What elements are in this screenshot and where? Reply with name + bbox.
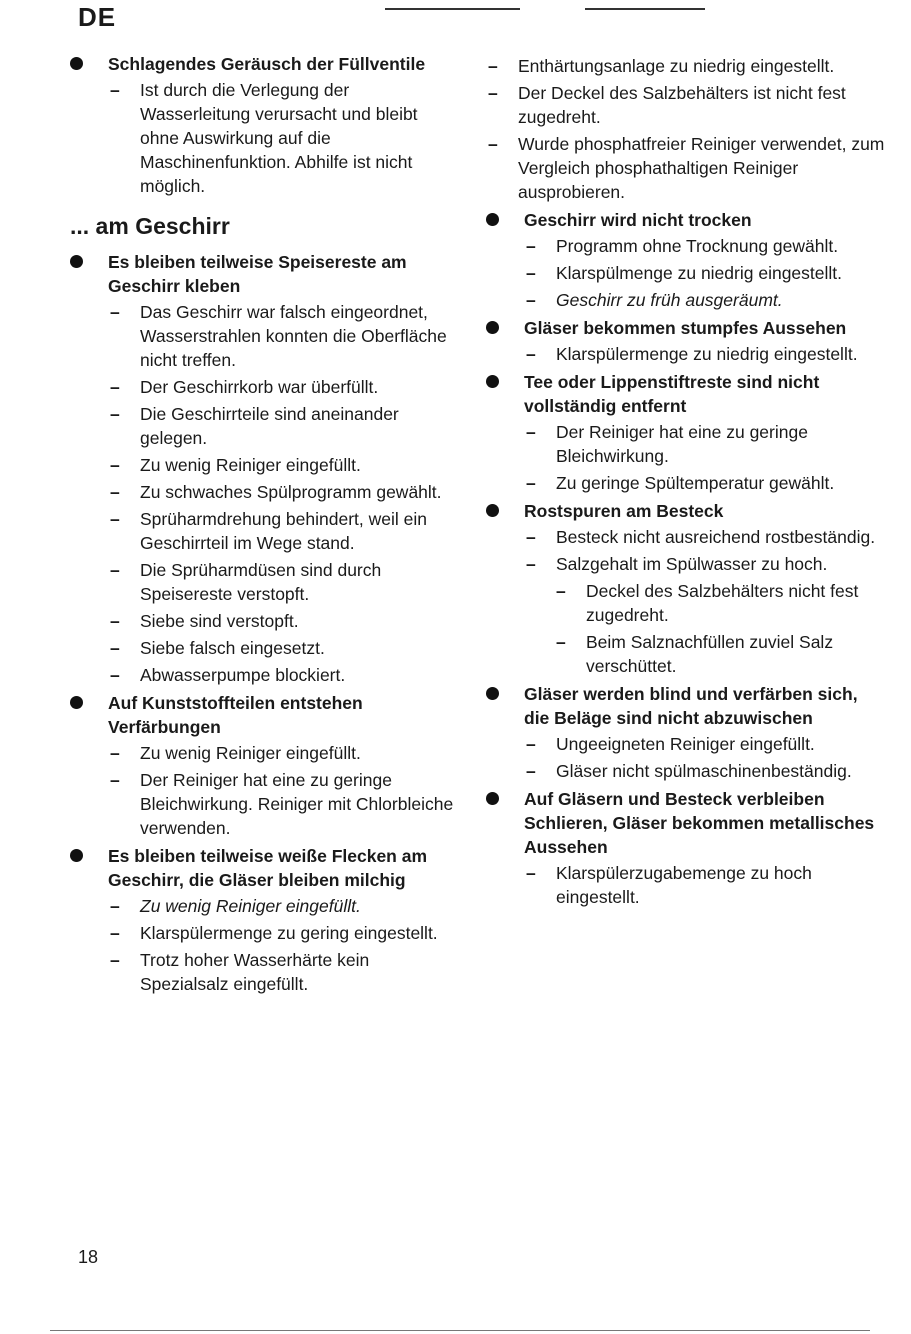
- cause-entry: [524, 552, 886, 576]
- troubleshoot-item: [486, 316, 886, 366]
- bullet-icon: [486, 504, 499, 517]
- dash-marker: –: [110, 923, 120, 943]
- dash-marker: –: [110, 638, 120, 658]
- dash-marker: –: [526, 554, 536, 574]
- language-label: DE: [78, 2, 117, 32]
- cause-text: Klarspülermenge zu gering eingestellt.: [140, 923, 438, 943]
- sub-cause-entry: [554, 579, 886, 627]
- dash-marker: –: [526, 527, 536, 547]
- cause-entry: [108, 741, 460, 765]
- cause-list: [524, 525, 886, 678]
- page-number: 18: [78, 1247, 99, 1267]
- dash-marker: –: [110, 455, 120, 475]
- cause-list: [108, 741, 460, 840]
- cause-text: Zu wenig Reiniger eingefüllt.: [140, 743, 361, 763]
- cause-list: [108, 300, 460, 687]
- dash-marker: –: [526, 734, 536, 754]
- item-heading: Gläser bekommen stumpfes Aussehen: [524, 318, 847, 338]
- dash-marker: –: [110, 377, 120, 397]
- cause-entry: [108, 402, 460, 450]
- cause-entry: [108, 558, 460, 606]
- bullet-icon: [70, 57, 83, 70]
- cause-entry: [108, 636, 460, 660]
- cause-entry: [524, 759, 886, 783]
- cause-text: Abwasserpumpe blockiert.: [140, 665, 346, 685]
- cause-text: Besteck nicht ausreichend rostbeständig.: [556, 527, 876, 547]
- item-heading: Schlagendes Geräusch der Füllventile: [108, 54, 426, 74]
- cause-entry: [524, 732, 886, 756]
- dash-marker: –: [110, 950, 120, 970]
- bullet-icon: [486, 321, 499, 334]
- dash-marker: –: [110, 80, 120, 100]
- cause-text: Enthärtungsanlage zu niedrig eingestellt.: [518, 56, 835, 76]
- dash-marker: –: [110, 404, 120, 424]
- troubleshoot-item: [70, 691, 460, 840]
- cause-entry: [108, 948, 460, 996]
- cause-entry: [486, 81, 886, 129]
- cause-text: Geschirr zu früh ausgeräumt.: [556, 290, 783, 310]
- cause-entry: [108, 78, 460, 198]
- cause-list: [524, 342, 886, 366]
- bottom-rule: [50, 1330, 870, 1331]
- dash-marker: –: [526, 290, 536, 310]
- dash-marker: –: [526, 863, 536, 883]
- item-heading: Rostspuren am Besteck: [524, 501, 724, 521]
- cause-text: Zu wenig Reiniger eingefüllt.: [140, 896, 361, 916]
- cause-text: Der Deckel des Salzbehälters ist nicht fest zugedreht.: [518, 83, 846, 127]
- cause-entry: [108, 663, 460, 687]
- cause-list: [108, 894, 460, 996]
- dash-marker: –: [110, 560, 120, 580]
- cause-list: [524, 732, 886, 783]
- cause-text: Die Geschirrteile sind aneinander gelegen.: [140, 404, 399, 448]
- dash-marker: –: [110, 743, 120, 763]
- item-heading: Es bleiben teilweise Speisereste am Geschirr kleben: [108, 252, 407, 296]
- dash-marker: –: [488, 134, 498, 154]
- sub-cause-entry: [554, 630, 886, 678]
- cause-text: Deckel des Salzbehälters nicht fest zugedreht.: [586, 581, 859, 625]
- right-items: [486, 208, 886, 909]
- cause-entry: [524, 342, 886, 366]
- left-column: [70, 52, 460, 1000]
- cause-text: Trotz hoher Wasserhärte kein Spezialsalz eingefüllt.: [140, 950, 370, 994]
- cause-list: [524, 861, 886, 909]
- cause-text: Ist durch die Verlegung der Wasserleitung verursacht und bleibt ohne Auswirkung auf die Maschinenfunktion. Abhilfe ist nicht möglich.: [140, 80, 418, 196]
- dash-marker: –: [110, 896, 120, 916]
- section-title: ... am Geschirr: [70, 213, 230, 239]
- dash-marker: –: [110, 509, 120, 529]
- cause-text: Die Sprüharmdüsen sind durch Speisereste verstopft.: [140, 560, 382, 604]
- cause-list: [524, 420, 886, 495]
- continued-cause-list: [486, 54, 886, 204]
- cause-text: Der Reiniger hat eine zu geringe Bleichwirkung.: [556, 422, 808, 466]
- cause-entry: [486, 54, 886, 78]
- top-rule: [585, 8, 705, 10]
- cause-entry: [524, 861, 886, 909]
- cause-text: Klarspülmenge zu niedrig eingestellt.: [556, 263, 842, 283]
- cause-entry: [524, 234, 886, 258]
- cause-entry: [108, 300, 460, 372]
- cause-text: Beim Salznachfüllen zuviel Salz verschüttet.: [586, 632, 834, 676]
- cause-entry: [524, 261, 886, 285]
- dash-marker: –: [526, 422, 536, 442]
- cause-text: Siebe falsch eingesetzt.: [140, 638, 325, 658]
- troubleshoot-item: [70, 844, 460, 996]
- cause-text: Das Geschirr war falsch eingeordnet, Wasserstrahlen konnten die Oberfläche nicht treffen.: [140, 302, 447, 370]
- bullet-icon: [70, 255, 83, 268]
- dash-marker: –: [110, 770, 120, 790]
- item-heading: Tee oder Lippenstiftreste sind nicht vollständig entfernt: [524, 372, 820, 416]
- cause-text: Wurde phosphatfreier Reiniger verwendet, zum Vergleich phosphathaltigen Reiniger ausprobieren.: [518, 134, 885, 202]
- right-column: [486, 52, 886, 913]
- bullet-icon: [486, 375, 499, 388]
- dash-marker: –: [110, 611, 120, 631]
- cause-entry: [486, 132, 886, 204]
- cause-text: Zu schwaches Spülprogramm gewählt.: [140, 482, 442, 502]
- cause-text: Zu wenig Reiniger eingefüllt.: [140, 455, 361, 475]
- cause-entry: [108, 921, 460, 945]
- cause-text: Zu geringe Spültemperatur gewählt.: [556, 473, 835, 493]
- cause-entry: [108, 453, 460, 477]
- cause-text: Programm ohne Trocknung gewählt.: [556, 236, 839, 256]
- cause-entry: [524, 420, 886, 468]
- troubleshoot-item: [486, 208, 886, 312]
- dash-marker: –: [526, 473, 536, 493]
- item-heading: Geschirr wird nicht trocken: [524, 210, 752, 230]
- cause-text: Der Reiniger hat eine zu geringe Bleichwirkung. Reiniger mit Chlorbleiche verwenden.: [140, 770, 454, 838]
- dash-marker: –: [110, 302, 120, 322]
- top-rule: [385, 8, 520, 10]
- dash-marker: –: [556, 632, 566, 652]
- dash-marker: –: [526, 263, 536, 283]
- troubleshoot-item: [486, 682, 886, 783]
- cause-text: Klarspülerzugabemenge zu hoch eingestellt.: [556, 863, 812, 907]
- cause-entry: [524, 288, 886, 312]
- cause-list: [524, 234, 886, 312]
- item-heading: Auf Gläsern und Besteck verbleiben Schlieren, Gläser bekommen metallisches Aussehen: [524, 789, 875, 857]
- cause-entry: [524, 525, 886, 549]
- cause-text: Ungeeigneten Reiniger eingefüllt.: [556, 734, 815, 754]
- bullet-icon: [486, 687, 499, 700]
- dash-marker: –: [556, 581, 566, 601]
- troubleshoot-item: [486, 370, 886, 495]
- bullet-icon: [486, 213, 499, 226]
- cause-list: [108, 78, 460, 198]
- cause-text: Klarspülermenge zu niedrig eingestellt.: [556, 344, 858, 364]
- cause-entry: [108, 894, 460, 918]
- dash-marker: –: [488, 56, 498, 76]
- dash-marker: –: [526, 344, 536, 364]
- item-heading: Es bleiben teilweise weiße Flecken am Geschirr, die Gläser bleiben milchig: [108, 846, 428, 890]
- cause-entry: [108, 507, 460, 555]
- cause-text: Der Geschirrkorb war überfüllt.: [140, 377, 379, 397]
- cause-text: Gläser nicht spülmaschinenbeständig.: [556, 761, 852, 781]
- left-items: [70, 250, 460, 996]
- item-heading: Gläser werden blind und verfärben sich, die Beläge sind nicht abzuwischen: [524, 684, 858, 728]
- item-heading: Auf Kunststoffteilen entstehen Verfärbungen: [108, 693, 363, 737]
- bullet-icon: [70, 849, 83, 862]
- dash-marker: –: [526, 236, 536, 256]
- dash-marker: –: [526, 761, 536, 781]
- cause-text: Siebe sind verstopft.: [140, 611, 299, 631]
- dash-marker: –: [110, 482, 120, 502]
- bullet-icon: [70, 696, 83, 709]
- cause-text: Salzgehalt im Spülwasser zu hoch.: [556, 554, 828, 574]
- cause-entry: [108, 375, 460, 399]
- cause-entry: [108, 768, 460, 840]
- troubleshoot-item: [70, 250, 460, 687]
- bullet-icon: [486, 792, 499, 805]
- dash-marker: –: [110, 665, 120, 685]
- cause-text: Sprüharmdrehung behindert, weil ein Geschirrteil im Wege stand.: [140, 509, 427, 553]
- cause-entry: [524, 471, 886, 495]
- troubleshoot-item: [486, 499, 886, 678]
- troubleshoot-item: [70, 52, 460, 198]
- cause-entry: [108, 480, 460, 504]
- dash-marker: –: [488, 83, 498, 103]
- cause-entry: [108, 609, 460, 633]
- troubleshoot-item: [486, 787, 886, 909]
